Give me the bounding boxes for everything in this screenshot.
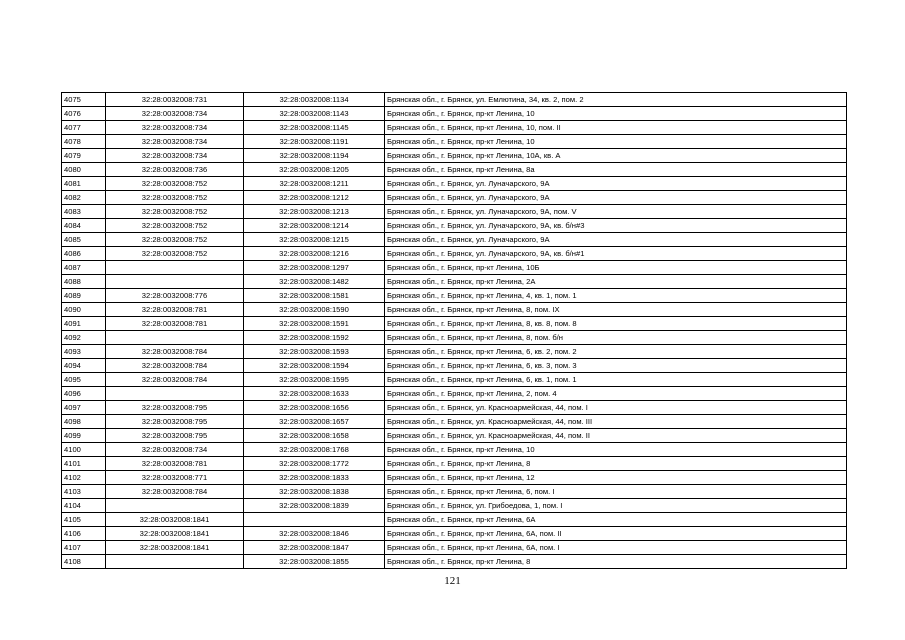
row-number-cell: 4077	[62, 121, 106, 135]
table-row	[62, 205, 847, 219]
land-cadastral-cell: 32:28:0032008:781	[106, 303, 244, 317]
building-cadastral-cell: 32:28:0032008:1134	[244, 93, 385, 107]
property-table	[61, 92, 847, 569]
building-cadastral-cell: 32:28:0032008:1215	[244, 233, 385, 247]
table-row	[62, 527, 847, 541]
building-cadastral-cell: 32:28:0032008:1833	[244, 471, 385, 485]
row-number-cell: 4078	[62, 135, 106, 149]
address-cell: Брянская обл., г. Брянск, пр-кт Ленина, 6А	[385, 513, 847, 527]
table-row	[62, 107, 847, 121]
row-number-cell: 4093	[62, 345, 106, 359]
table-row	[62, 499, 847, 513]
table-row	[62, 163, 847, 177]
row-number-cell: 4099	[62, 429, 106, 443]
row-number-cell: 4085	[62, 233, 106, 247]
table-row	[62, 457, 847, 471]
building-cadastral-cell: 32:28:0032008:1855	[244, 555, 385, 569]
land-cadastral-cell: 32:28:0032008:1841	[106, 527, 244, 541]
land-cadastral-cell: 32:28:0032008:781	[106, 457, 244, 471]
building-cadastral-cell: 32:28:0032008:1590	[244, 303, 385, 317]
building-cadastral-cell: 32:28:0032008:1838	[244, 485, 385, 499]
table-row	[62, 233, 847, 247]
row-number-cell: 4105	[62, 513, 106, 527]
table-row	[62, 261, 847, 275]
building-cadastral-cell: 32:28:0032008:1581	[244, 289, 385, 303]
address-cell: Брянская обл., г. Брянск, пр-кт Ленина, 8	[385, 555, 847, 569]
address-cell: Брянская обл., г. Брянск, пр-кт Ленина, 2, пом. 4	[385, 387, 847, 401]
building-cadastral-cell: 32:28:0032008:1658	[244, 429, 385, 443]
table-row	[62, 331, 847, 345]
table-row	[62, 359, 847, 373]
row-number-cell: 4108	[62, 555, 106, 569]
land-cadastral-cell	[106, 261, 244, 275]
building-cadastral-cell: 32:28:0032008:1595	[244, 373, 385, 387]
table-row	[62, 471, 847, 485]
building-cadastral-cell: 32:28:0032008:1593	[244, 345, 385, 359]
land-cadastral-cell	[106, 499, 244, 513]
row-number-cell: 4076	[62, 107, 106, 121]
row-number-cell: 4097	[62, 401, 106, 415]
address-cell: Брянская обл., г. Брянск, пр-кт Ленина, 6, кв. 3, пом. 3	[385, 359, 847, 373]
row-number-cell: 4094	[62, 359, 106, 373]
table-row	[62, 345, 847, 359]
row-number-cell: 4098	[62, 415, 106, 429]
table-row	[62, 387, 847, 401]
land-cadastral-cell: 32:28:0032008:795	[106, 401, 244, 415]
land-cadastral-cell: 32:28:0032008:776	[106, 289, 244, 303]
table-row	[62, 373, 847, 387]
building-cadastral-cell: 32:28:0032008:1216	[244, 247, 385, 261]
land-cadastral-cell: 32:28:0032008:752	[106, 191, 244, 205]
address-cell: Брянская обл., г. Брянск, пр-кт Ленина, 6А, пом. II	[385, 527, 847, 541]
building-cadastral-cell: 32:28:0032008:1143	[244, 107, 385, 121]
building-cadastral-cell: 32:28:0032008:1145	[244, 121, 385, 135]
row-number-cell: 4086	[62, 247, 106, 261]
address-cell: Брянская обл., г. Брянск, пр-кт Ленина, 6, кв. 1, пом. 1	[385, 373, 847, 387]
row-number-cell: 4095	[62, 373, 106, 387]
table-row	[62, 135, 847, 149]
table-row	[62, 513, 847, 527]
address-cell: Брянская обл., г. Брянск, ул. Луначарского, 9А	[385, 177, 847, 191]
land-cadastral-cell: 32:28:0032008:734	[106, 443, 244, 457]
building-cadastral-cell: 32:28:0032008:1592	[244, 331, 385, 345]
land-cadastral-cell: 32:28:0032008:752	[106, 219, 244, 233]
address-cell: Брянская обл., г. Брянск, пр-кт Ленина, 8, кв. 8, пом. 8	[385, 317, 847, 331]
table-row	[62, 415, 847, 429]
address-cell: Брянская обл., г. Брянск, пр-кт Ленина, 10	[385, 135, 847, 149]
address-cell: Брянская обл., г. Брянск, ул. Красноармейская, 44, пом. I	[385, 401, 847, 415]
land-cadastral-cell: 32:28:0032008:752	[106, 177, 244, 191]
table-row	[62, 289, 847, 303]
table-row	[62, 219, 847, 233]
building-cadastral-cell: 32:28:0032008:1633	[244, 387, 385, 401]
building-cadastral-cell: 32:28:0032008:1214	[244, 219, 385, 233]
building-cadastral-cell: 32:28:0032008:1191	[244, 135, 385, 149]
address-cell: Брянская обл., г. Брянск, пр-кт Ленина, 8, пом. б/н	[385, 331, 847, 345]
table-row	[62, 149, 847, 163]
land-cadastral-cell: 32:28:0032008:752	[106, 205, 244, 219]
address-cell: Брянская обл., г. Брянск, пр-кт Ленина, 4, кв. 1, пом. 1	[385, 289, 847, 303]
row-number-cell: 4103	[62, 485, 106, 499]
row-number-cell: 4088	[62, 275, 106, 289]
property-table-body	[62, 93, 847, 569]
land-cadastral-cell: 32:28:0032008:1841	[106, 541, 244, 555]
building-cadastral-cell: 32:28:0032008:1211	[244, 177, 385, 191]
address-cell: Брянская обл., г. Брянск, ул. Луначарского, 9А, кв. б/н#3	[385, 219, 847, 233]
table-row	[62, 485, 847, 499]
land-cadastral-cell: 32:28:0032008:771	[106, 471, 244, 485]
address-cell: Брянская обл., г. Брянск, пр-кт Ленина, 12	[385, 471, 847, 485]
table-row	[62, 177, 847, 191]
land-cadastral-cell: 32:28:0032008:1841	[106, 513, 244, 527]
address-cell: Брянская обл., г. Брянск, пр-кт Ленина, 10	[385, 443, 847, 457]
row-number-cell: 4107	[62, 541, 106, 555]
address-cell: Брянская обл., г. Брянск, пр-кт Ленина, 6А, пом. I	[385, 541, 847, 555]
building-cadastral-cell: 32:28:0032008:1213	[244, 205, 385, 219]
land-cadastral-cell: 32:28:0032008:795	[106, 429, 244, 443]
address-cell: Брянская обл., г. Брянск, ул. Красноармейская, 44, пом. III	[385, 415, 847, 429]
row-number-cell: 4080	[62, 163, 106, 177]
building-cadastral-cell	[244, 513, 385, 527]
table-row	[62, 247, 847, 261]
row-number-cell: 4082	[62, 191, 106, 205]
building-cadastral-cell: 32:28:0032008:1297	[244, 261, 385, 275]
address-cell: Брянская обл., г. Брянск, пр-кт Ленина, 6, кв. 2, пом. 2	[385, 345, 847, 359]
land-cadastral-cell	[106, 387, 244, 401]
building-cadastral-cell: 32:28:0032008:1839	[244, 499, 385, 513]
land-cadastral-cell	[106, 275, 244, 289]
building-cadastral-cell: 32:28:0032008:1846	[244, 527, 385, 541]
building-cadastral-cell: 32:28:0032008:1656	[244, 401, 385, 415]
table-row	[62, 443, 847, 457]
building-cadastral-cell: 32:28:0032008:1591	[244, 317, 385, 331]
row-number-cell: 4091	[62, 317, 106, 331]
land-cadastral-cell: 32:28:0032008:781	[106, 317, 244, 331]
building-cadastral-cell: 32:28:0032008:1482	[244, 275, 385, 289]
page-number: 121	[444, 575, 461, 587]
row-number-cell: 4101	[62, 457, 106, 471]
land-cadastral-cell: 32:28:0032008:784	[106, 345, 244, 359]
row-number-cell: 4100	[62, 443, 106, 457]
row-number-cell: 4092	[62, 331, 106, 345]
address-cell: Брянская обл., г. Брянск, ул. Луначарского, 9А	[385, 191, 847, 205]
row-number-cell: 4079	[62, 149, 106, 163]
row-number-cell: 4104	[62, 499, 106, 513]
address-cell: Брянская обл., г. Брянск, пр-кт Ленина, 8а	[385, 163, 847, 177]
address-cell: Брянская обл., г. Брянск, ул. Красноармейская, 44, пом. II	[385, 429, 847, 443]
table-row	[62, 429, 847, 443]
table-row	[62, 401, 847, 415]
table-row	[62, 191, 847, 205]
building-cadastral-cell: 32:28:0032008:1847	[244, 541, 385, 555]
building-cadastral-cell: 32:28:0032008:1657	[244, 415, 385, 429]
address-cell: Брянская обл., г. Брянск, пр-кт Ленина, 10	[385, 107, 847, 121]
building-cadastral-cell: 32:28:0032008:1212	[244, 191, 385, 205]
land-cadastral-cell: 32:28:0032008:734	[106, 107, 244, 121]
building-cadastral-cell: 32:28:0032008:1772	[244, 457, 385, 471]
row-number-cell: 4087	[62, 261, 106, 275]
building-cadastral-cell: 32:28:0032008:1194	[244, 149, 385, 163]
land-cadastral-cell: 32:28:0032008:734	[106, 149, 244, 163]
land-cadastral-cell	[106, 331, 244, 345]
table-row	[62, 555, 847, 569]
row-number-cell: 4084	[62, 219, 106, 233]
building-cadastral-cell: 32:28:0032008:1768	[244, 443, 385, 457]
land-cadastral-cell: 32:28:0032008:784	[106, 485, 244, 499]
address-cell: Брянская обл., г. Брянск, пр-кт Ленина, 8	[385, 457, 847, 471]
address-cell: Брянская обл., г. Брянск, пр-кт Ленина, 10Б	[385, 261, 847, 275]
building-cadastral-cell: 32:28:0032008:1205	[244, 163, 385, 177]
table-row	[62, 317, 847, 331]
land-cadastral-cell: 32:28:0032008:795	[106, 415, 244, 429]
address-cell: Брянская обл., г. Брянск, ул. Емлютина, 34, кв. 2, пом. 2	[385, 93, 847, 107]
row-number-cell: 4096	[62, 387, 106, 401]
table-row	[62, 541, 847, 555]
address-cell: Брянская обл., г. Брянск, пр-кт Ленина, 10А, кв. А	[385, 149, 847, 163]
land-cadastral-cell: 32:28:0032008:784	[106, 359, 244, 373]
land-cadastral-cell: 32:28:0032008:784	[106, 373, 244, 387]
address-cell: Брянская обл., г. Брянск, пр-кт Ленина, 8, пом. IX	[385, 303, 847, 317]
land-cadastral-cell	[106, 555, 244, 569]
land-cadastral-cell: 32:28:0032008:731	[106, 93, 244, 107]
table-row	[62, 93, 847, 107]
land-cadastral-cell: 32:28:0032008:734	[106, 121, 244, 135]
row-number-cell: 4089	[62, 289, 106, 303]
land-cadastral-cell: 32:28:0032008:752	[106, 233, 244, 247]
address-cell: Брянская обл., г. Брянск, пр-кт Ленина, 10, пом. II	[385, 121, 847, 135]
row-number-cell: 4083	[62, 205, 106, 219]
land-cadastral-cell: 32:28:0032008:736	[106, 163, 244, 177]
row-number-cell: 4075	[62, 93, 106, 107]
address-cell: Брянская обл., г. Брянск, ул. Луначарского, 9А, кв. б/н#1	[385, 247, 847, 261]
table-row	[62, 121, 847, 135]
address-cell: Брянская обл., г. Брянск, пр-кт Ленина, 2А	[385, 275, 847, 289]
address-cell: Брянская обл., г. Брянск, ул. Грибоедова, 1, пом. I	[385, 499, 847, 513]
row-number-cell: 4090	[62, 303, 106, 317]
address-cell: Брянская обл., г. Брянск, ул. Луначарского, 9А	[385, 233, 847, 247]
address-cell: Брянская обл., г. Брянск, пр-кт Ленина, 6, пом. I	[385, 485, 847, 499]
row-number-cell: 4102	[62, 471, 106, 485]
table-row	[62, 303, 847, 317]
land-cadastral-cell: 32:28:0032008:734	[106, 135, 244, 149]
row-number-cell: 4106	[62, 527, 106, 541]
address-cell: Брянская обл., г. Брянск, ул. Луначарского, 9А, пом. V	[385, 205, 847, 219]
row-number-cell: 4081	[62, 177, 106, 191]
land-cadastral-cell: 32:28:0032008:752	[106, 247, 244, 261]
building-cadastral-cell: 32:28:0032008:1594	[244, 359, 385, 373]
table-row	[62, 275, 847, 289]
